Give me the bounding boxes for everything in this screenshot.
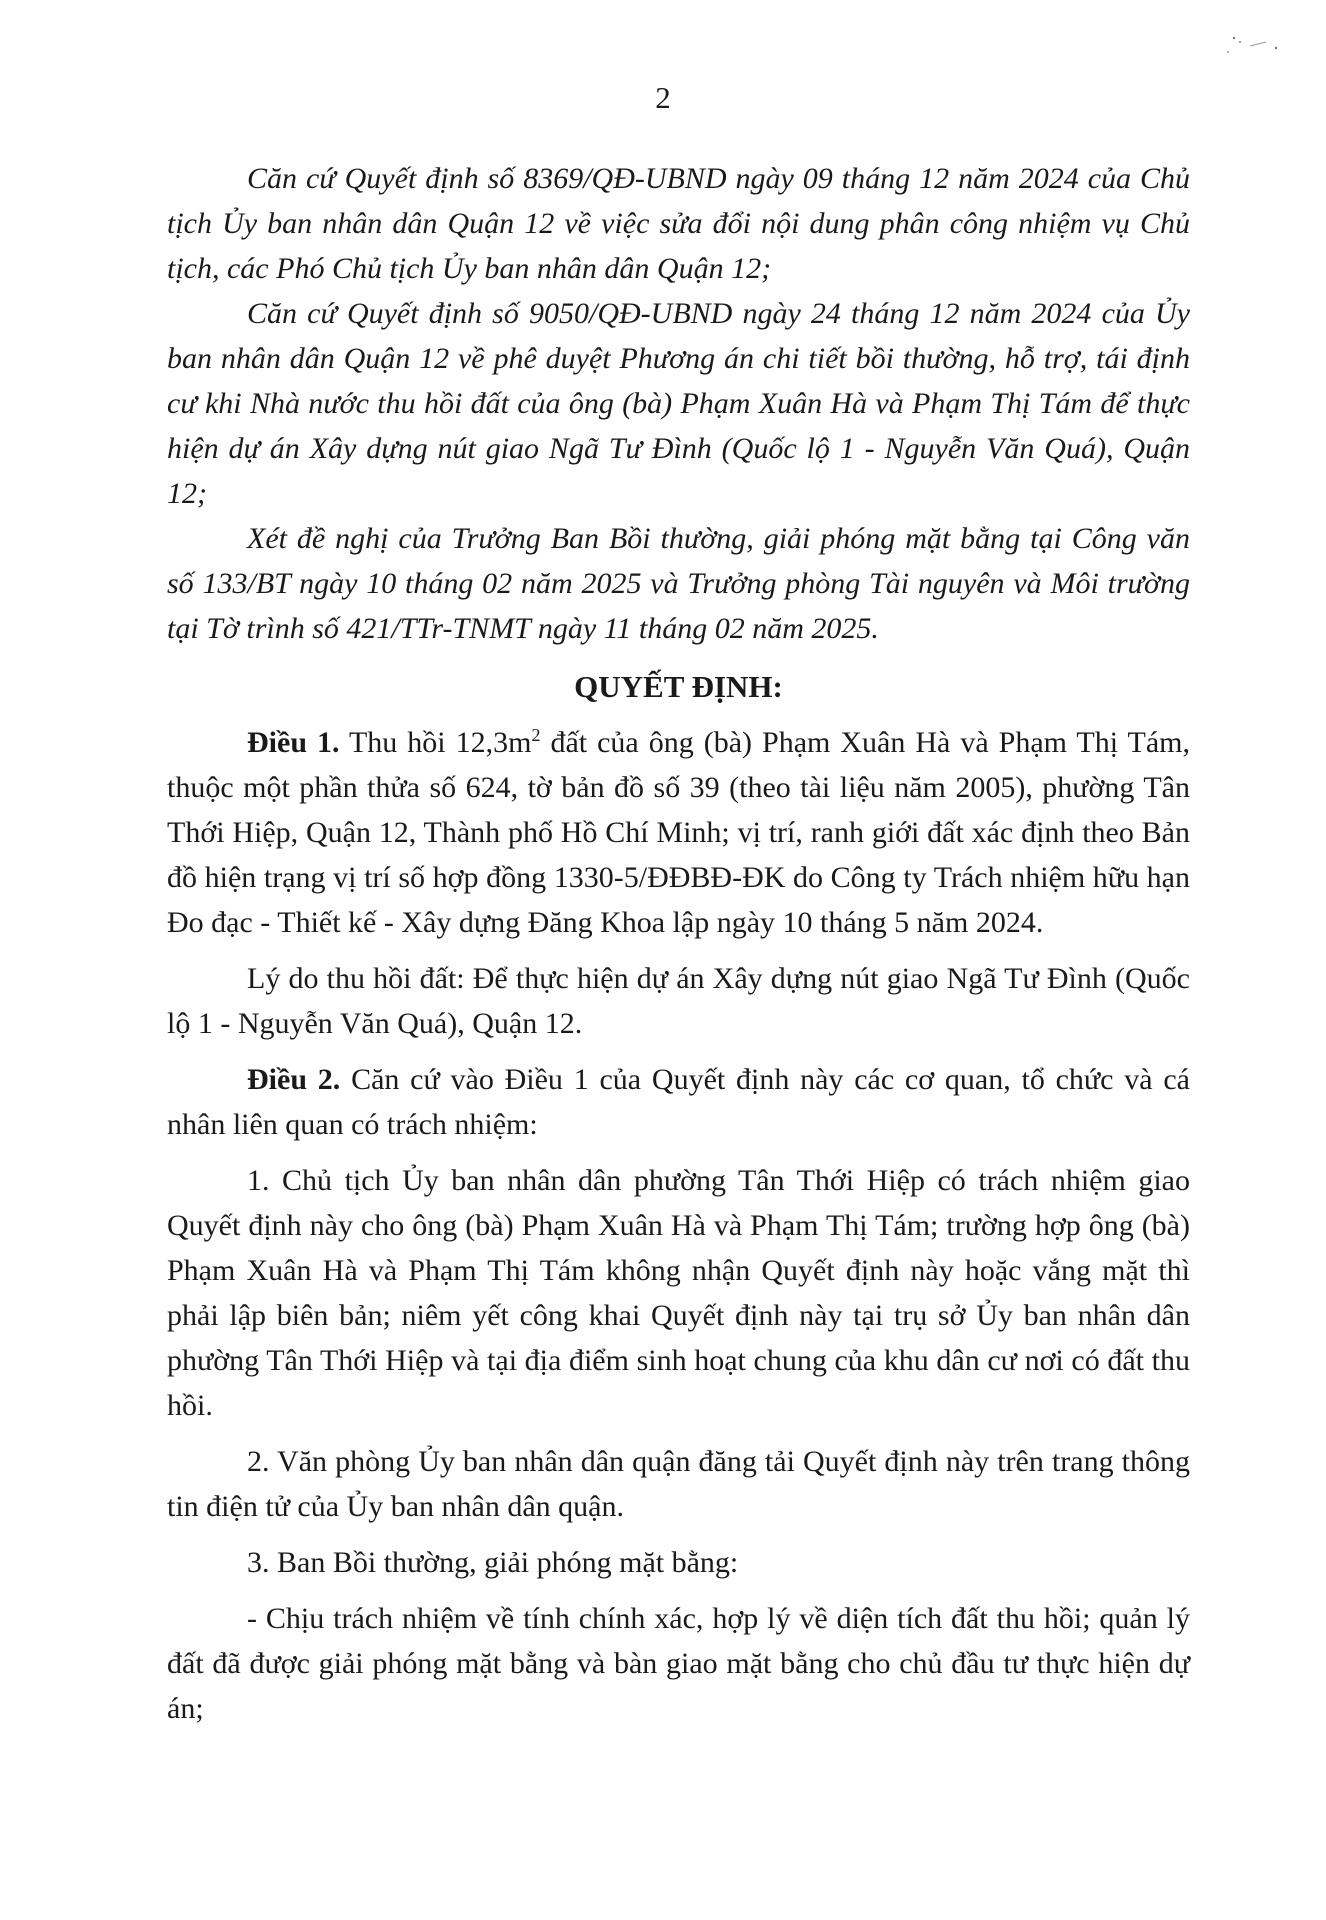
article-1-text-b: đất của ông (bà) Phạm Xuân Hà và Phạm Thị Tám, thuộc một phần thửa số 624, tờ bản đồ số 39 (theo tài liệu năm 2005), phường Tân Thới Hiệp, Quận 12, Thành phố Hồ Chí Minh; vị trí, ranh giới đất xác định theo Bản đồ hiện trạng vị trí số hợp đồng 1330-5/ĐĐBĐ-ĐK do Công ty Trách nhiệm hữu hạn Đo đạc - Thiết kế - Xây dựng Đăng Khoa lập ngày 10 tháng 5 năm 2024. xyxy=(167,726,1191,939)
article-1-paragraph xyxy=(167,720,1190,945)
article-1-label: Điều 1. xyxy=(247,726,340,759)
article-1-text-a: Thu hồi 12,3m xyxy=(348,726,532,759)
decision-heading: QUYẾT ĐỊNH: xyxy=(574,669,783,704)
article-1-reason: Lý do thu hồi đất: Để thực hiện dự án Xây dựng nút giao Ngã Tư Đình (Quốc lộ 1 - Nguyễn Văn Quá), Quận 12. xyxy=(167,962,1190,1040)
article-2-text: Căn cứ vào Điều 1 của Quyết định này các cơ quan, tổ chức và cá nhân liên quan có trách nhiệm: xyxy=(167,1063,1190,1141)
basis-paragraph-2: Căn cứ Quyết định số 9050/QĐ-UBND ngày 24 tháng 12 năm 2024 của Ủy ban nhân dân Quận 12 về phê duyệt Phương án chi tiết bồi thường, hỗ trợ, tái định cư khi Nhà nước thu hồi đất của ông (bà) Phạm Xuân Hà và Phạm Thị Tám để thực hiện dự án Xây dựng nút giao Ngã Tư Đình (Quốc lộ 1 - Nguyễn Văn Quá), Quận 12; xyxy=(167,297,1190,510)
article-2-item-3: 3. Ban Bồi thường, giải phóng mặt bằng: xyxy=(247,1546,739,1579)
document-body xyxy=(167,156,1190,1731)
article-2-label: Điều 2. xyxy=(247,1063,341,1096)
article-2-item-2: 2. Văn phòng Ủy ban nhân dân quận đăng tải Quyết định này trên trang thông tin điện tử của Ủy ban nhân dân quận. xyxy=(167,1445,1190,1523)
basis-paragraph-3: Xét đề nghị của Trưởng Ban Bồi thường, giải phóng mặt bằng tại Công văn số 133/BT ngày 10 tháng 02 năm 2025 và Trưởng phòng Tài nguyên và Môi trường tại Tờ trình số 421/TTr-TNMT ngày 11 tháng 02 năm 2025. xyxy=(167,522,1190,645)
article-2-paragraph xyxy=(167,1057,1190,1147)
scan-specks xyxy=(1226,26,1296,86)
area-unit-superscript: 2 xyxy=(531,725,541,745)
article-2-item-1: 1. Chủ tịch Ủy ban nhân dân phường Tân Thới Hiệp có trách nhiệm giao Quyết định này cho ông (bà) Phạm Xuân Hà và Phạm Thị Tám; trường hợp ông (bà) Phạm Xuân Hà và Phạm Thị Tám không nhận Quyết định này hoặc vắng mặt thì phải lập biên bản; niêm yết công khai Quyết định này tại trụ sở Ủy ban nhân dân phường Tân Thới Hiệp và tại địa điểm sinh hoạt chung của khu dân cư nơi có đất thu hồi. xyxy=(167,1164,1190,1422)
page-number: 2 xyxy=(655,80,671,115)
basis-paragraph-1: Căn cứ Quyết định số 8369/QĐ-UBND ngày 09 tháng 12 năm 2024 của Chủ tịch Ủy ban nhân dân Quận 12 về việc sửa đổi nội dung phân công nhiệm vụ Chủ tịch, các Phó Chủ tịch Ủy ban nhân dân Quận 12; xyxy=(167,162,1190,285)
article-2-item-3-dash-1: - Chịu trách nhiệm về tính chính xác, hợp lý về diện tích đất thu hồi; quản lý đất đã được giải phóng mặt bằng và bàn giao mặt bằng cho chủ đầu tư thực hiện dự án; xyxy=(167,1602,1190,1725)
